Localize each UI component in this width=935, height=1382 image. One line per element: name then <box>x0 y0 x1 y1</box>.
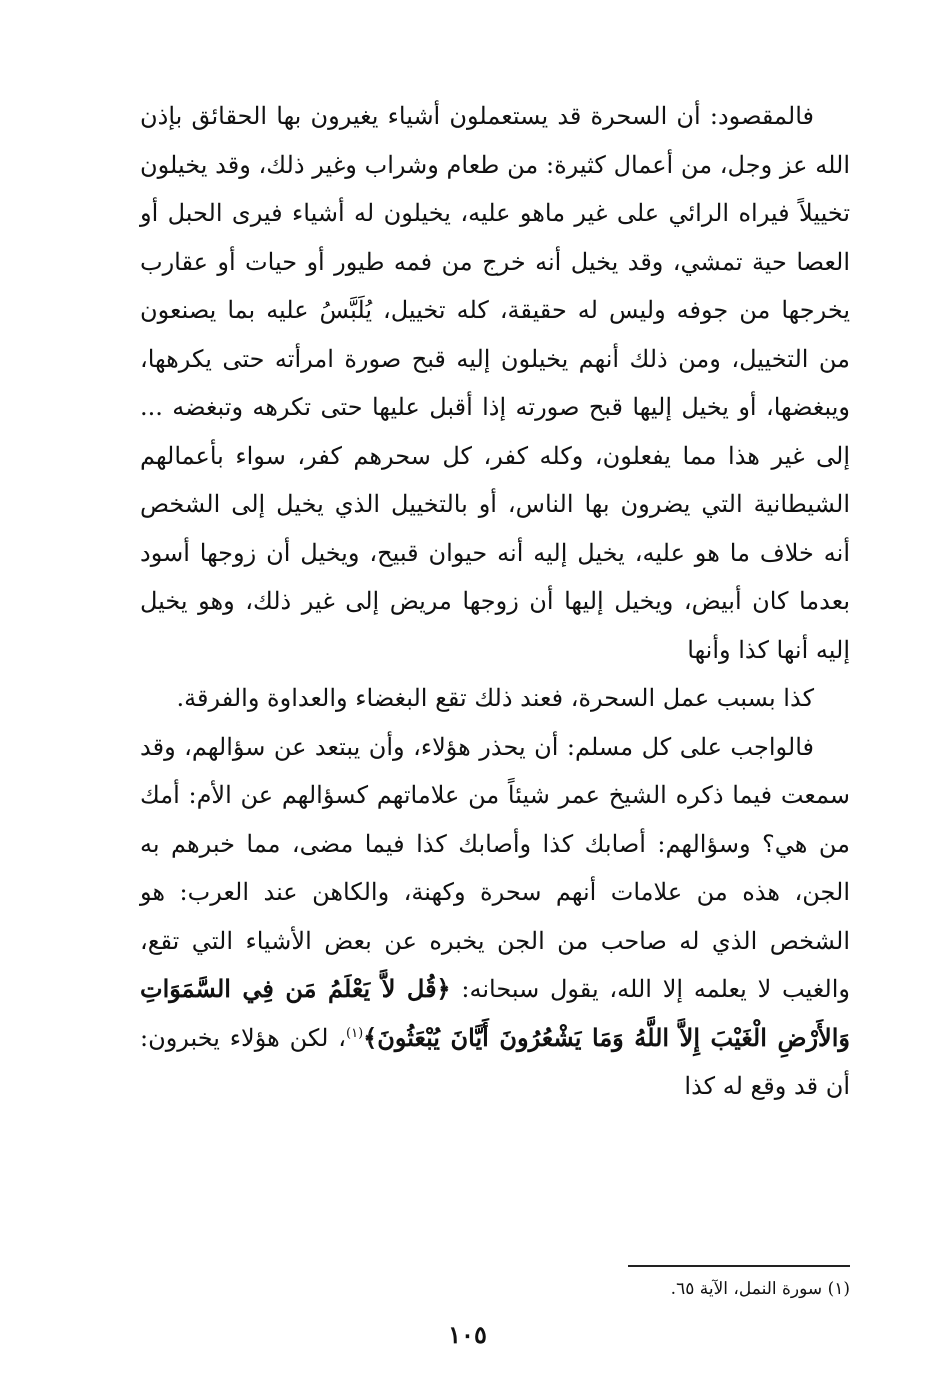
paragraph-2-continuation: ، لكن هؤلاء يخبرون: أن قد وقع له كذا <box>140 1023 850 1100</box>
paragraph-1-last-line: كذا بسبب عمل السحرة، فعند ذلك تقع البغضاء والعداوة والفرقة. <box>176 684 814 712</box>
paragraph-2-text: فالواجب على كل مسلم: أن يحذر هؤلاء، وأن يبتعد عن سؤالهم، وقد سمعت فيما ذكره الشيخ عمر شيئاً من علاماتهم كسؤالهم عن الأم: أمك من هي؟ وسؤالهم: أصابك كذا وأصابك كذا فيما مضى، مما خبرهم به الجن، هذه من علامات أنهم سحرة وكهنة، والكاهن عند العرب: هو الشخص الذي له صاحب من الجن يخبره عن بعض الأشياء التي تقع، والغيب لا يعلمه إلا الله، يقول سبحانه: <box>140 732 850 1003</box>
paragraph-1 <box>140 92 850 723</box>
footnote-reference: (١) <box>346 1025 364 1041</box>
footnote-divider <box>628 1265 850 1267</box>
quran-verse: ﴿قُل لاَّ يَعْلَمُ مَن فِي السَّمَوَاتِ وَالأَرْضِ الْغَيْبَ إِلاَّ اللَّهُ وَمَا يَشْعُرُونَ أَيَّانَ يُبْعَثُونَ﴾ <box>140 974 850 1052</box>
footnote: (١) سورة النمل، الآية ٦٥. <box>670 1279 850 1299</box>
paragraph-2 <box>140 723 850 1111</box>
main-text <box>140 92 850 1111</box>
paragraph-1-text: فالمقصود: أن السحرة قد يستعملون أشياء يغيرون بها الحقائق بإذن الله عز وجل، من أعمال كثيرة: من طعام وشراب وغير ذلك، وقد يخيلون تخييلاً فيراه الرائي على غير ماهو عليه، يخيلون له أشياء فيرى الحبل أو العصا حية تمشي، وقد يخيل أنه خرج من فمه طيور أو حيات أو عقارب يخرجها من جوفه وليس له حقيقة، كله تخييل، يُلَبَّسُ عليه بما يصنعون من التخييل، ومن ذلك أنهم يخيلون إليه قبح صورة امرأته حتى يكرهها، ويبغضها، أو يخيل إليها قبح صورته إذا أقبل عليها حتى تكرهه وتبغضه ... إلى غير هذا مما يفعلون، وكله كفر، كل سحرهم كفر، سواء بأعمالهم الشيطانية التي يضرون بها الناس، أو بالتخييل الذي يخيل إلى الشخص أنه خلاف ما هو عليه، يخيل إليه أنه حيوان قبيح، ويخيل أن زوجها أسود بعدما كان أبيض، ويخيل إليها أن زوجها مريض إلى غير ذلك، وهو يخيل إليه أنها كذا وأنها <box>140 102 851 664</box>
page-number: ١٠٥ <box>448 1320 487 1349</box>
